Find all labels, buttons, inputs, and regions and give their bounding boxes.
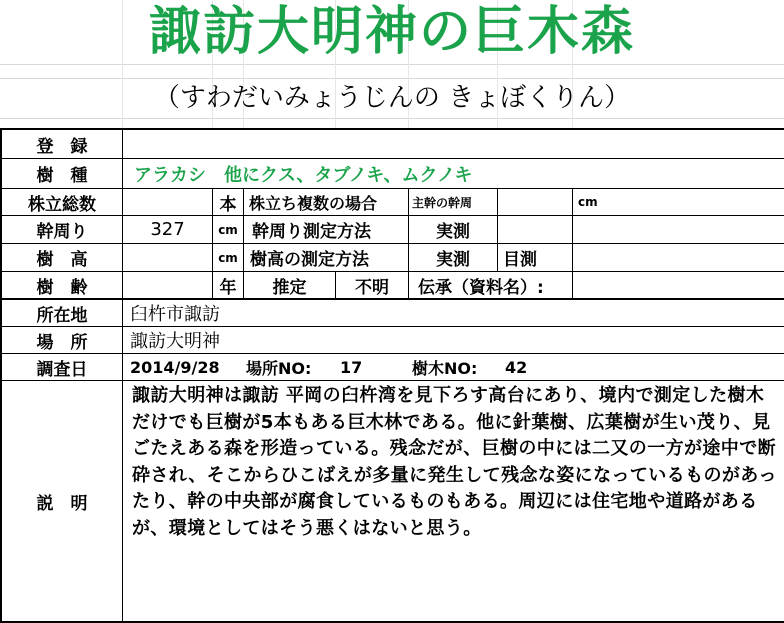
location-label: 所在地 bbox=[36, 305, 88, 326]
age-label: 樹 齢 bbox=[36, 277, 88, 298]
age-unit: 年 bbox=[219, 277, 237, 298]
tree-no-value: 42 bbox=[505, 357, 528, 377]
age-value bbox=[123, 272, 212, 298]
description-label: 説 明 bbox=[36, 493, 88, 514]
species-label: 樹 種 bbox=[36, 166, 88, 186]
height-method-label: 樹高の測定方法 bbox=[250, 250, 369, 270]
tree-no-label: 樹木NO: bbox=[412, 358, 478, 378]
trunk-unit: 本 bbox=[219, 194, 237, 215]
survey-date-label: 調査日 bbox=[36, 359, 88, 380]
page-subtitle: （すわだいみょうじんの きょぼくりん） bbox=[153, 83, 631, 113]
height-method-measured: 実測 bbox=[436, 250, 470, 270]
location-value: 臼杵市諏訪 bbox=[130, 304, 220, 325]
description-text: 諏訪大明神は諏訪 平岡の臼杵湾を見下ろす高台にあり、境内で測定した樹木だけでも巨樹が5本もある巨木林である。他に針葉樹、広葉樹が生い茂り、見ごたえある森を形造っている。残念だが、巨樹の中には二又の一方が途中で断砕され、そこからひこばえが多量に発生して残念な姿になっているものがあったり、幹の中央部が腐食しているものもある。周辺には住宅地や道路があるが、環境としてはそう悪くはないと思う。 bbox=[132, 385, 777, 539]
grid-line bbox=[0, 64, 784, 65]
main-trunk-girth-label: 主幹の幹周 bbox=[412, 195, 473, 210]
height-label: 樹 高 bbox=[36, 250, 88, 270]
girth-method-value: 実測 bbox=[436, 222, 470, 242]
trunk-count-value bbox=[123, 189, 212, 215]
height-unit: cm bbox=[218, 250, 238, 265]
age-tradition: 伝承（資料名）: bbox=[418, 277, 544, 298]
place-no-label: 場所NO: bbox=[246, 358, 312, 378]
girth-value: 327 bbox=[150, 219, 185, 240]
main-trunk-unit: cm bbox=[578, 195, 598, 209]
place-label: 場 所 bbox=[36, 332, 88, 353]
grid-line bbox=[0, 118, 784, 119]
registration-value bbox=[123, 130, 783, 158]
age-unknown: 不明 bbox=[355, 277, 389, 298]
girth-method-label: 幹周り測定方法 bbox=[252, 222, 371, 242]
column-divider bbox=[408, 271, 409, 298]
girth-label: 幹周り bbox=[36, 222, 88, 242]
main-trunk-girth-value bbox=[498, 189, 572, 215]
age-estimate: 推定 bbox=[272, 277, 307, 298]
height-value bbox=[123, 244, 212, 271]
page-title: 諏訪大明神の巨木森 bbox=[148, 2, 635, 62]
place-no-value: 17 bbox=[340, 357, 363, 377]
registration-label: 登 録 bbox=[36, 136, 88, 157]
survey-date-value: 2014/9/28 bbox=[130, 357, 220, 377]
girth-unit: cm bbox=[218, 222, 238, 237]
height-method-visual: 目測 bbox=[503, 250, 537, 270]
place-value: 諏訪大明神 bbox=[130, 331, 220, 352]
multi-trunk-label: 株立ち複数の場合 bbox=[249, 193, 378, 213]
species-value: アラカシ 他にクス、タブノキ、ムクノキ bbox=[134, 164, 473, 186]
trunk-count-label: 株立総数 bbox=[28, 194, 96, 215]
